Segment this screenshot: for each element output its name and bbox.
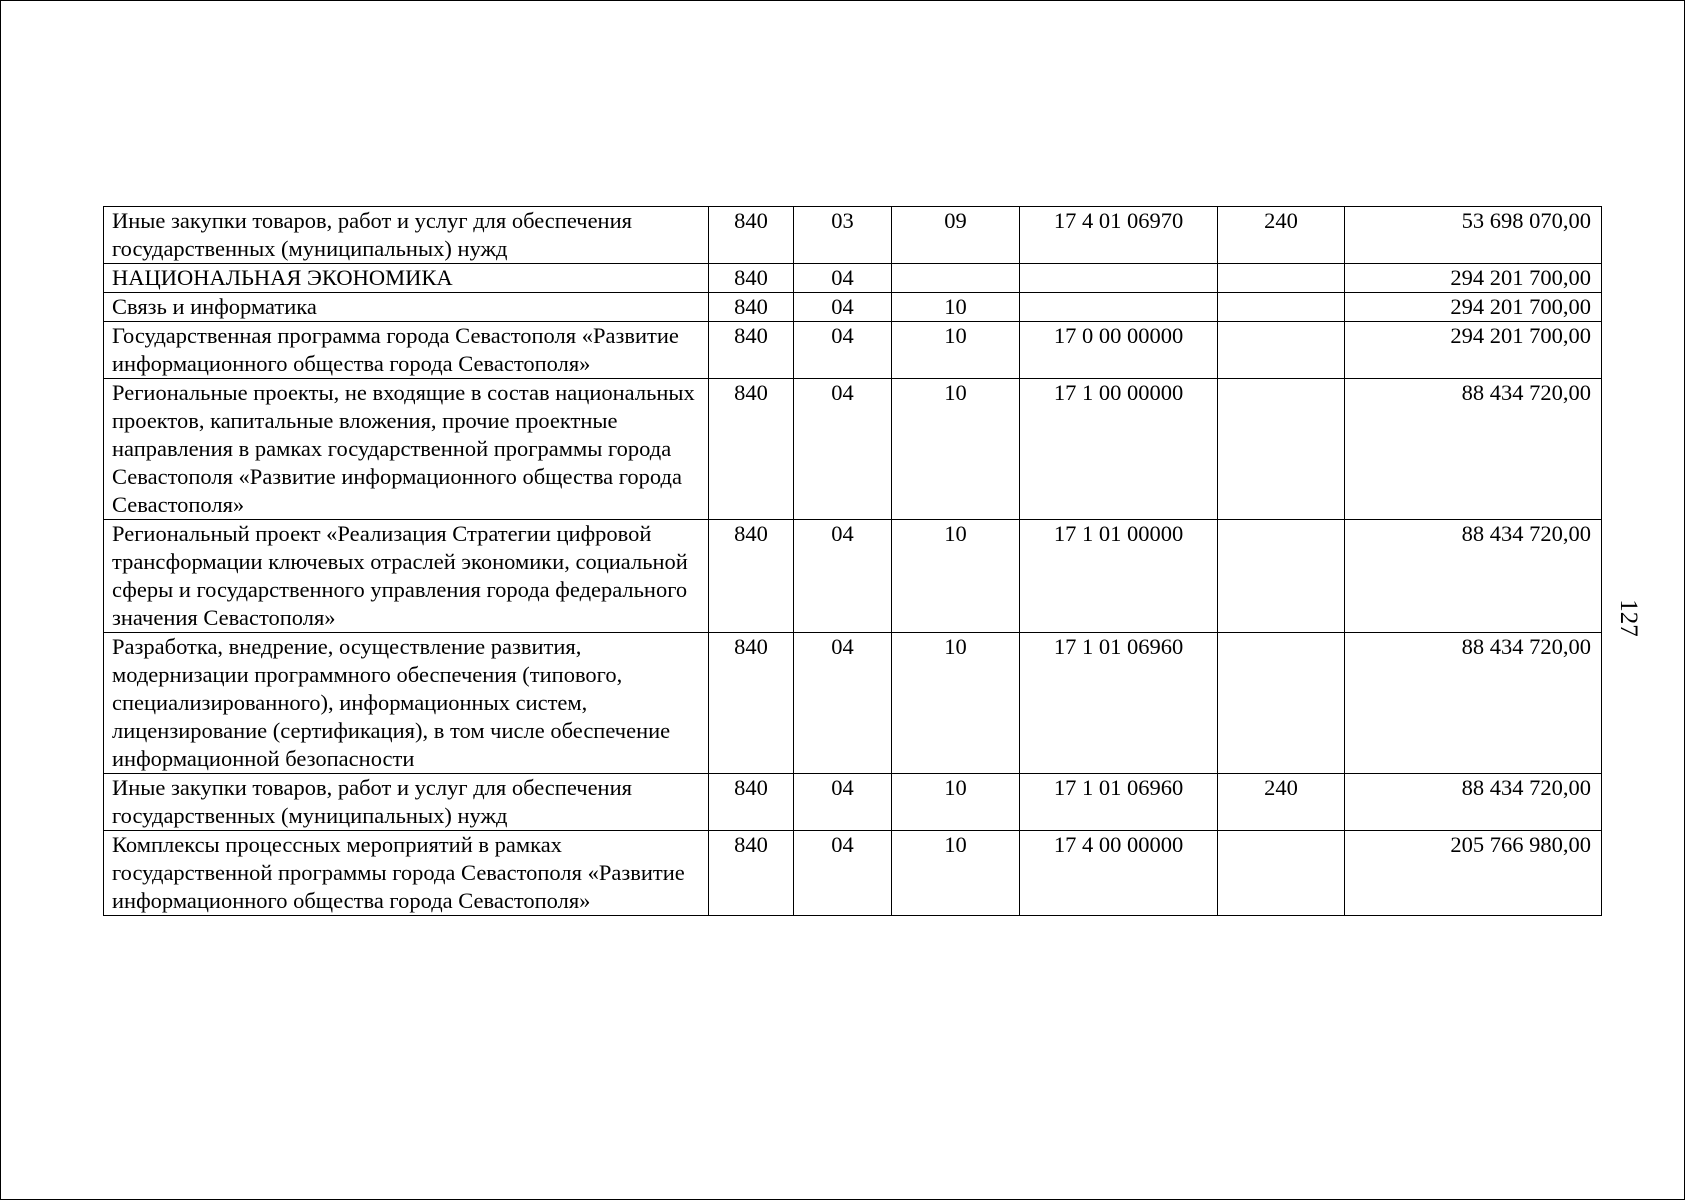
expense-type-code: [1218, 633, 1345, 774]
subsection-code: 10: [892, 520, 1020, 633]
row-name: Государственная программа города Севастополя «Развитие информационного общества города Севастополя»: [104, 322, 709, 379]
section-code: 04: [794, 831, 892, 916]
subsection-code: 09: [892, 207, 1020, 264]
expense-type-code: [1218, 293, 1345, 322]
table-row: [104, 831, 1602, 916]
amount: 294 201 700,00: [1345, 293, 1602, 322]
ministry-code: 840: [709, 831, 794, 916]
table-row: [104, 774, 1602, 831]
subsection-code: [892, 264, 1020, 293]
table-row: [104, 264, 1602, 293]
amount: 88 434 720,00: [1345, 379, 1602, 520]
amount: 53 698 070,00: [1345, 207, 1602, 264]
section-code: 04: [794, 774, 892, 831]
row-name: Связь и информатика: [104, 293, 709, 322]
section-code: 04: [794, 264, 892, 293]
row-name: Региональный проект «Реализация Стратегии цифровой трансформации ключевых отраслей экономики, социальной сферы и государственного управления города федерального значения Севастополя»: [104, 520, 709, 633]
target-article-code: 17 0 00 00000: [1020, 322, 1218, 379]
amount: 88 434 720,00: [1345, 520, 1602, 633]
subsection-code: 10: [892, 322, 1020, 379]
target-article-code: 17 1 01 06960: [1020, 774, 1218, 831]
target-article-code: 17 1 01 00000: [1020, 520, 1218, 633]
expense-type-code: [1218, 379, 1345, 520]
section-code: 04: [794, 293, 892, 322]
target-article-code: 17 1 00 00000: [1020, 379, 1218, 520]
row-name: Комплексы процессных мероприятий в рамках государственной программы города Севастополя «Развитие информационного общества города Севастополя»: [104, 831, 709, 916]
expense-type-code: [1218, 520, 1345, 633]
amount: 88 434 720,00: [1345, 774, 1602, 831]
expense-type-code: [1218, 831, 1345, 916]
section-code: 04: [794, 633, 892, 774]
table-row: [104, 379, 1602, 520]
target-article-code: [1020, 264, 1218, 293]
expense-type-code: 240: [1218, 207, 1345, 264]
page-number: 127: [1615, 599, 1642, 637]
row-name: НАЦИОНАЛЬНАЯ ЭКОНОМИКА: [104, 264, 709, 293]
table-row: [104, 520, 1602, 633]
section-code: 04: [794, 322, 892, 379]
table-row: [104, 633, 1602, 774]
amount: 294 201 700,00: [1345, 322, 1602, 379]
target-article-code: [1020, 293, 1218, 322]
row-name: Иные закупки товаров, работ и услуг для обеспечения государственных (муниципальных) нужд: [104, 774, 709, 831]
ministry-code: 840: [709, 264, 794, 293]
section-code: 04: [794, 379, 892, 520]
ministry-code: 840: [709, 379, 794, 520]
table-row: [104, 322, 1602, 379]
ministry-code: 840: [709, 207, 794, 264]
subsection-code: 10: [892, 633, 1020, 774]
expense-type-code: [1218, 264, 1345, 293]
ministry-code: 840: [709, 293, 794, 322]
section-code: 03: [794, 207, 892, 264]
subsection-code: 10: [892, 293, 1020, 322]
ministry-code: 840: [709, 520, 794, 633]
amount: 88 434 720,00: [1345, 633, 1602, 774]
row-name: Региональные проекты, не входящие в состав национальных проектов, капитальные вложения, прочие проектные направления в рамках государственной программы города Севастополя «Развитие информационного общества города Севастополя»: [104, 379, 709, 520]
ministry-code: 840: [709, 322, 794, 379]
row-name: Иные закупки товаров, работ и услуг для обеспечения государственных (муниципальных) нужд: [104, 207, 709, 264]
table-row: [104, 293, 1602, 322]
subsection-code: 10: [892, 379, 1020, 520]
budget-table: [103, 206, 1602, 916]
expense-type-code: 240: [1218, 774, 1345, 831]
ministry-code: 840: [709, 633, 794, 774]
subsection-code: 10: [892, 774, 1020, 831]
subsection-code: 10: [892, 831, 1020, 916]
ministry-code: 840: [709, 774, 794, 831]
target-article-code: 17 4 01 06970: [1020, 207, 1218, 264]
target-article-code: 17 4 00 00000: [1020, 831, 1218, 916]
amount: 294 201 700,00: [1345, 264, 1602, 293]
section-code: 04: [794, 520, 892, 633]
table-row: [104, 207, 1602, 264]
row-name: Разработка, внедрение, осуществление развития, модернизации программного обеспечения (типового, специализированного), информационных систем, лицензирование (сертификация), в том числе обеспечение информационной безопасности: [104, 633, 709, 774]
target-article-code: 17 1 01 06960: [1020, 633, 1218, 774]
amount: 205 766 980,00: [1345, 831, 1602, 916]
expense-type-code: [1218, 322, 1345, 379]
